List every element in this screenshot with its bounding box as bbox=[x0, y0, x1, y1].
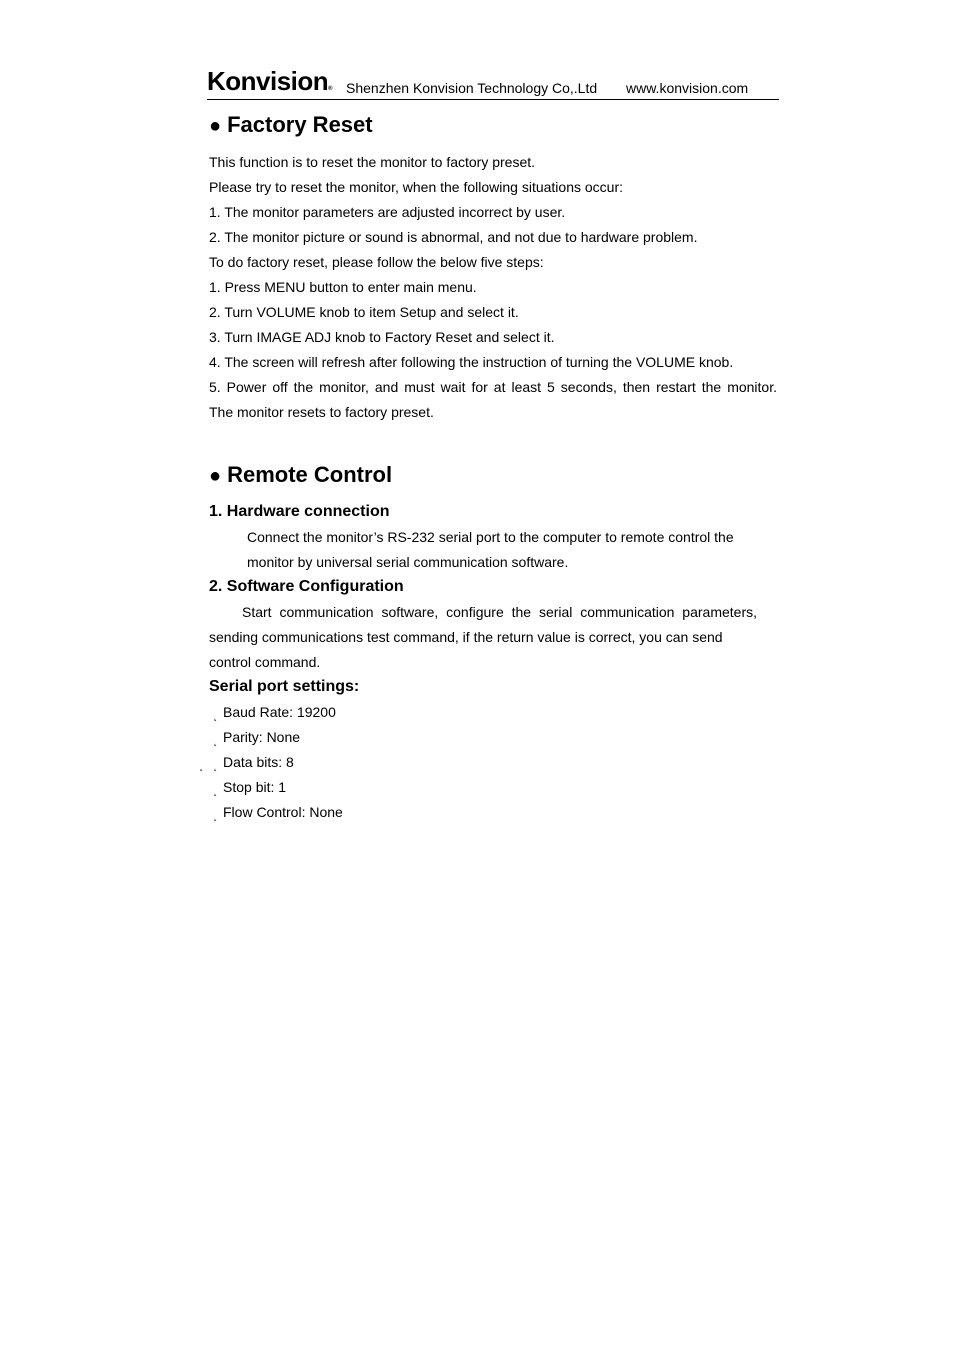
software-configuration-line: Start communication software, configure the serial communication parameters, bbox=[242, 604, 757, 620]
factory-reset-heading bbox=[209, 112, 373, 139]
remote-control-heading bbox=[209, 462, 392, 489]
serial-setting-flow-control: Flow Control: None bbox=[223, 804, 343, 820]
company-name: Shenzhen Konvision Technology Co,.Ltd bbox=[346, 80, 598, 96]
serial-setting-baud-rate: Baud Rate: 19200 bbox=[223, 704, 336, 720]
serial-port-settings-heading: Serial port settings: bbox=[209, 678, 360, 695]
list-marker-icon: ˛ bbox=[214, 786, 218, 797]
serial-setting-parity: Parity: None bbox=[223, 729, 301, 745]
list-marker-icon: ˛ bbox=[200, 761, 204, 772]
website-url: www.konvision.com bbox=[626, 80, 749, 96]
remote-control-title: Remote Control bbox=[227, 462, 393, 487]
software-configuration-heading: 2. Software Configuration bbox=[209, 578, 404, 595]
factory-reset-step: 3. Turn IMAGE ADJ knob to Factory Reset and select it. bbox=[209, 329, 555, 345]
factory-reset-line: To do factory reset, please follow the below five steps: bbox=[209, 254, 544, 270]
factory-reset-line: 2. The monitor picture or sound is abnormal, and not due to hardware problem. bbox=[209, 229, 698, 245]
software-configuration-line: sending communications test command, if the return value is correct, you can send bbox=[209, 629, 723, 645]
konvision-logo bbox=[207, 66, 332, 104]
factory-reset-step: 5. Power off the monitor, and must wait for at least 5 seconds, then restart the monitor. bbox=[209, 379, 777, 395]
list-marker-icon: ˛ bbox=[214, 761, 218, 772]
factory-reset-title: Factory Reset bbox=[227, 112, 373, 137]
factory-reset-line: This function is to reset the monitor to factory preset. bbox=[209, 154, 536, 170]
logo-registered-mark: ® bbox=[328, 86, 333, 92]
list-marker-icon: ˛ bbox=[214, 711, 218, 722]
serial-setting-stop-bit: Stop bit: 1 bbox=[223, 779, 287, 795]
list-marker-icon: ˛ bbox=[214, 811, 218, 822]
factory-reset-line: The monitor resets to factory preset. bbox=[209, 404, 434, 420]
software-configuration-line: control command. bbox=[209, 654, 321, 670]
list-marker-icon: ˛ bbox=[214, 736, 218, 747]
factory-reset-step: 4. The screen will refresh after following the instruction of turning the VOLUME knob. bbox=[209, 354, 734, 370]
serial-setting-data-bits: Data bits: 8 bbox=[223, 754, 294, 770]
page-header bbox=[207, 66, 779, 100]
factory-reset-step: 2. Turn VOLUME knob to item Setup and select it. bbox=[209, 304, 519, 320]
factory-reset-line: Please try to reset the monitor, when the following situations occur: bbox=[209, 179, 623, 195]
logo-text: Konvision bbox=[207, 66, 329, 96]
hardware-connection-heading: 1. Hardware connection bbox=[209, 503, 390, 520]
hardware-connection-line: Connect the monitor’s RS-232 serial port to the computer to remote control the bbox=[247, 529, 734, 545]
bullet-icon: ● bbox=[209, 115, 222, 137]
factory-reset-step: 1. Press MENU button to enter main menu. bbox=[209, 279, 477, 295]
hardware-connection-line: monitor by universal serial communication software. bbox=[247, 554, 569, 570]
bullet-icon: ● bbox=[209, 465, 222, 487]
factory-reset-line: 1. The monitor parameters are adjusted incorrect by user. bbox=[209, 204, 566, 220]
